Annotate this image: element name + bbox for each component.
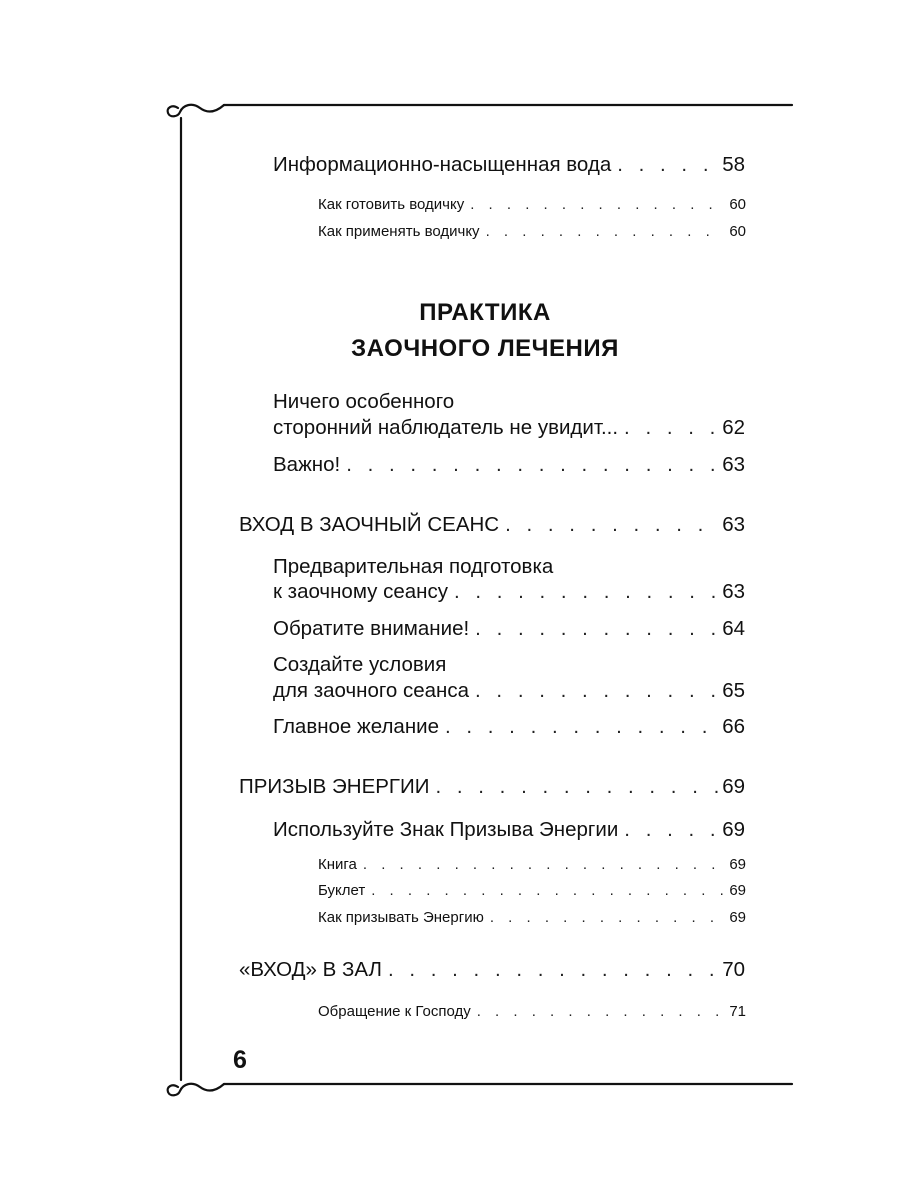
dot-leader bbox=[486, 223, 726, 240]
toc-entry-title: ВХОД В ЗАОЧНЫЙ СЕАНС bbox=[239, 513, 500, 536]
toc-entry-title: Буклет bbox=[318, 882, 366, 899]
toc-entry-title: Главное желание bbox=[273, 715, 439, 738]
toc-entry-page: 70 bbox=[722, 958, 745, 981]
dot-leader bbox=[475, 617, 718, 641]
toc-entry-energy-sign[interactable] bbox=[273, 818, 745, 842]
toc-entry-title: Книга bbox=[318, 856, 357, 873]
toc-entry-main-wish[interactable] bbox=[273, 715, 745, 739]
toc-entry-title: Информационно-насыщенная вода bbox=[273, 153, 612, 176]
toc-entry-title: «ВХОД» В ЗАЛ bbox=[239, 958, 382, 981]
toc-chapter-hall-entry[interactable] bbox=[239, 958, 745, 982]
toc-entry-page: 65 bbox=[722, 679, 745, 702]
toc-entry-title: Как применять водичку bbox=[318, 223, 480, 240]
toc-entry-page: 69 bbox=[729, 882, 746, 899]
bottom-flourish-ornament bbox=[168, 1084, 224, 1096]
top-flourish-ornament bbox=[168, 105, 224, 117]
toc-entry-call-energy[interactable] bbox=[318, 909, 746, 926]
toc-entry-title: Важно! bbox=[273, 453, 341, 476]
dot-leader bbox=[624, 416, 718, 440]
dot-leader bbox=[475, 679, 718, 703]
toc-entry-important[interactable] bbox=[273, 453, 745, 477]
dot-leader bbox=[505, 513, 718, 537]
toc-entry-apply-water[interactable] bbox=[318, 223, 746, 240]
toc-entry-page: 66 bbox=[722, 715, 745, 738]
toc-entry-title-line2: для заочного сеанса bbox=[273, 679, 470, 702]
toc-entry-title-line1: Предварительная подготовка bbox=[273, 555, 554, 578]
toc-entry-booklet[interactable] bbox=[318, 882, 746, 899]
toc-entry-title-line1: Ничего особенного bbox=[273, 390, 455, 413]
toc-chapter-session-entry[interactable] bbox=[239, 513, 745, 537]
dot-leader bbox=[363, 856, 725, 873]
dot-leader bbox=[436, 775, 719, 799]
toc-entry-title: Как готовить водичку bbox=[318, 196, 465, 213]
dot-leader bbox=[470, 196, 725, 213]
toc-entry-title: Обращение к Господу bbox=[318, 1003, 471, 1020]
toc-entry-page: 69 bbox=[722, 775, 745, 798]
section-heading-line1: ПРАКТИКА bbox=[419, 299, 551, 326]
dot-leader bbox=[346, 453, 718, 477]
toc-entry-page: 69 bbox=[722, 818, 745, 841]
dot-leader bbox=[490, 909, 725, 926]
toc-entry-page: 63 bbox=[722, 513, 745, 536]
dot-leader bbox=[371, 882, 725, 899]
toc-entry-page: 71 bbox=[729, 1003, 746, 1020]
toc-entry-prepare-water[interactable] bbox=[318, 196, 746, 213]
toc-entry-page: 69 bbox=[729, 856, 746, 873]
toc-entry-title-line2: сторонний наблюдатель не увидит... bbox=[273, 416, 619, 439]
toc-entry-informational-water[interactable] bbox=[273, 153, 745, 177]
toc-entry-title-line2: к заочному сеансу bbox=[273, 580, 448, 603]
toc-entry-title: ПРИЗЫВ ЭНЕРГИИ bbox=[239, 775, 430, 798]
toc-chapter-energy-entry[interactable] bbox=[239, 775, 745, 799]
toc-entry-title: Используйте Знак Призыва Энергии bbox=[273, 818, 619, 841]
toc-entry-page: 63 bbox=[722, 580, 745, 603]
page-number: 6 bbox=[233, 1046, 247, 1074]
toc-entry-title: Как призывать Энергию bbox=[318, 909, 484, 926]
section-heading-line2: ЗАОЧНОГО ЛЕЧЕНИЯ bbox=[351, 335, 619, 362]
toc-entry-appeal-to-lord[interactable] bbox=[318, 1003, 746, 1020]
toc-entry-page: 60 bbox=[729, 196, 746, 213]
toc-entry-page: 63 bbox=[722, 453, 745, 476]
toc-entry-page: 60 bbox=[729, 223, 746, 240]
toc-entry-book[interactable] bbox=[318, 856, 746, 873]
dot-leader bbox=[445, 715, 718, 739]
toc-entry-page: 62 bbox=[722, 416, 745, 439]
toc-entry-title-line1: Создайте условия bbox=[273, 653, 447, 676]
section-heading bbox=[230, 295, 740, 367]
toc-entry-page: 69 bbox=[729, 909, 746, 926]
dot-leader bbox=[454, 580, 718, 604]
dot-leader bbox=[624, 818, 718, 842]
toc-entry-pay-attention[interactable] bbox=[273, 617, 745, 641]
toc-entry-page: 58 bbox=[722, 153, 745, 176]
dot-leader bbox=[617, 153, 718, 177]
toc-entry-page: 64 bbox=[722, 617, 745, 640]
toc-entry-title: Обратите внимание! bbox=[273, 617, 470, 640]
dot-leader bbox=[388, 958, 718, 982]
dot-leader bbox=[477, 1003, 726, 1020]
